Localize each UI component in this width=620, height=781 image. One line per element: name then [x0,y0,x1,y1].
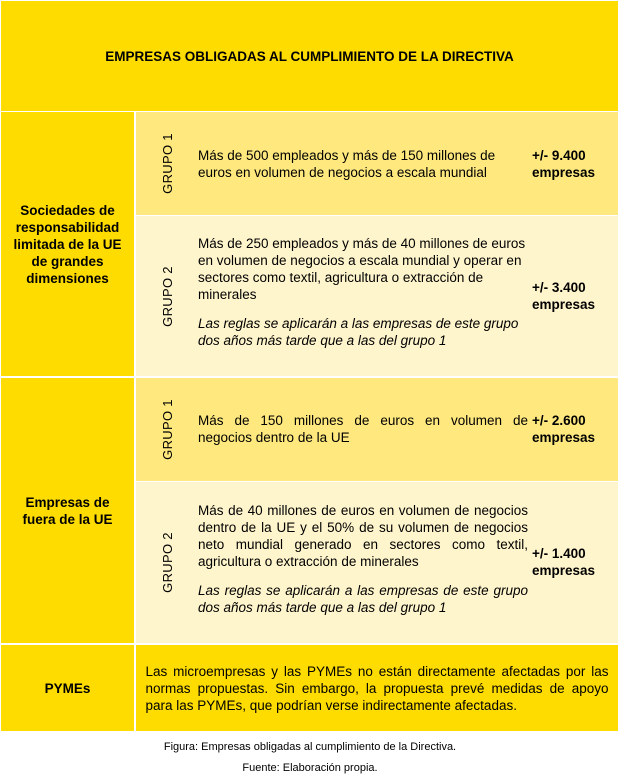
group-note: Las reglas se aplicarán a las empresas de este grupo dos años más tarde que a las del grupo 1 [198,583,528,615]
category-pymes [1,645,134,731]
company-count [532,412,618,446]
group-2-label-cell [136,482,198,643]
group-note: Las reglas se aplicarán a las empresas de este grupo dos años más tarde que a las del grupo 1 [198,316,519,348]
company-count [532,545,618,579]
group-description [198,235,528,349]
group-description-text: Más de 250 empleados y más de 40 millones de euros en volumen de negocios a escala mundial y operar en sectores como textil, agricultura o extracción de minerales [198,236,526,302]
company-count-text: +/- 1.400 empresas [532,546,596,578]
group-1-label-cell [136,378,198,481]
company-count-text: +/- 3.400 empresas [532,280,596,312]
group-label: GRUPO 1 [159,399,175,460]
category-label: Sociedades de responsabilidad limitada de la UE de grandes dimensiones [13,202,122,286]
group-1-label-cell [136,112,198,215]
group-description-text: Más de 150 millones de euros en volumen de negocios dentro de la UE [198,413,528,445]
group-description [198,502,528,616]
company-count [532,147,618,181]
group-label: GRUPO 1 [159,133,175,194]
group-description-text: Más de 500 empleados y más de 150 millones de euros en volumen de negocios a escala mundial [198,148,496,180]
company-count [532,279,618,313]
category-label: PYMEs [44,680,91,696]
group-label: GRUPO 2 [159,265,175,327]
company-count-text: +/- 2.600 empresas [532,413,596,445]
source-caption: Fuente: Elaboración propia. [242,762,378,774]
table-header [1,1,618,111]
group-description [198,412,528,446]
figure-caption: Figura: Empresas obligadas al cumplimiento de la Directiva. [163,741,457,753]
pymes-description: Las microempresas y las PYMEs no están directamente afectadas por las normas propuestas. Sin embargo, la propuesta prevé medidas de apoyo para las PYMEs, que podrían verse indirectamente afectadas. [145,663,609,713]
group-label: GRUPO 2 [159,532,175,593]
group-2-label-cell [136,216,198,376]
pymes-description-cell [136,645,618,731]
category-non-eu-companies [1,378,134,643]
category-label: Empresas de fuera de la UE [22,494,113,527]
group-description [198,147,528,181]
category-eu-large-companies [1,112,134,376]
group-description-text: Más de 40 millones de euros en volumen de negocios dentro de la UE y el 50% de su volumen de negocios neto mundial generado en sectores como textil, agricultura o extracción de minerales [198,503,528,569]
company-count-text: +/- 9.400 empresas [532,148,596,180]
table-title: EMPRESAS OBLIGADAS AL CUMPLIMIENTO DE LA DIRECTIVA [105,48,514,64]
